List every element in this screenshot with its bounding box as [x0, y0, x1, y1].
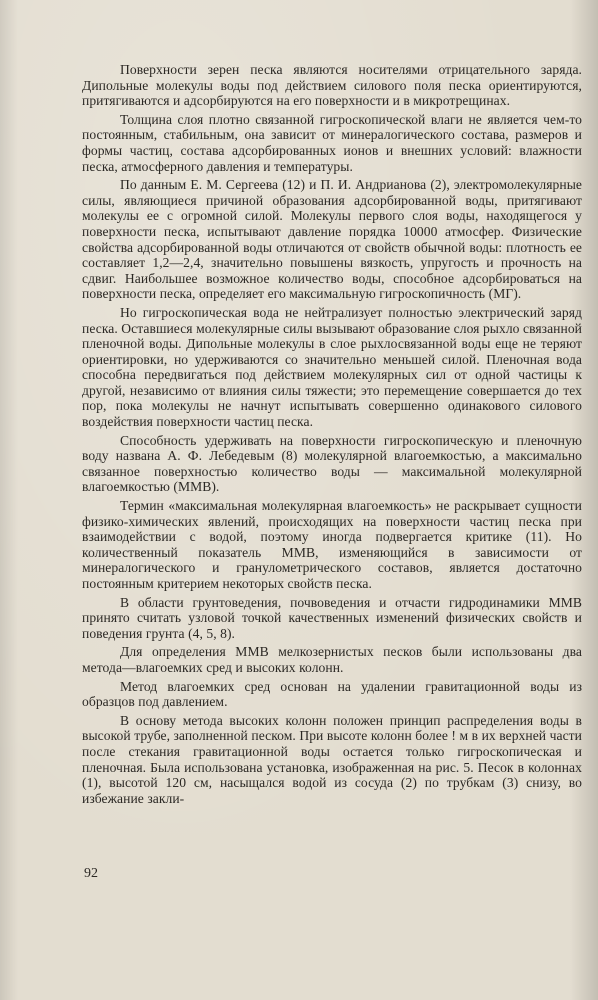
paragraph-8: Для определения ММВ мелкозернистых песков были использованы два метода—влагоемких сред и высоких колонн.: [82, 644, 582, 675]
paragraph-5: Способность удерживать на поверхности гигроскопическую и пленочную воду названа А. Ф. Лебедевым (8) молекулярной влагоемкостью, а максимально связанное поверхностью количество воды — максимальной молекулярной влагоемкостью (ММВ).: [82, 432, 582, 495]
paragraph-4: Но гигроскопическая вода не нейтрализует полностью электрический заряд песка. Оставшиеся молекулярные силы вызывают образование слоя рыхло связанной пленочной воды. Дипольные молекулы в слое рыхлосвязанной воды еще не теряют ориентировки, но удерживаются со значительно меньшей силой. Пленочная вода способна передвигаться под действием молекулярных сил от одной частицы к другой, независимо от влияния силы тяжести; это перемещение совершается до тех пор, пока молекулы не начнут испытывать совершенно одинакового силового воздействия поверхности частиц песка.: [82, 304, 582, 430]
body-text: [82, 62, 582, 809]
paragraph-7: В области грунтоведения, почвоведения и отчасти гидродинамики ММВ принято считать узловой точкой качественных изменений физических свойств и поведения грунта (4, 5, 8).: [82, 594, 582, 641]
paragraph-9: Метод влагоемких сред основан на удалении гравитационной воды из образцов под давлением.: [82, 678, 582, 710]
paragraph-2: Толщина слоя плотно связанной гигроскопической влаги не является чем-то постоянным, стабильным, она зависит от минералогического состава, размеров и формы частиц, состава адсорбированных ионов и внешних условий: влажности песка, атмосферного давления и температуры.: [82, 111, 582, 174]
paragraph-10: В основу метода высоких колонн положен принцип распределения воды в высокой трубе, заполненной песком. При высоте колонн более ! м в их верхней части после стекания гравитационной воды остается только гигроскопическая и пленочная. Была использована установка, изображенная на рис. 5. Песок в колоннах (1), высотой 120 см, насыщался водой из сосуда (2) по трубкам (3) снизу, во избежание закли-: [82, 712, 582, 806]
paragraph-3: По данным Е. М. Сергеева (12) и П. И. Андрианова (2), электромолекулярные силы, являющиеся причиной образования адсорбированной воды, притягивают молекулы ее с огромной силой. Молекулы первого слоя воды, находящегося у поверхности песка, испытывают давление порядка 10000 атмосфер. Физические свойства адсорбированной воды отличаются от свойств обычной воды: плотность ее составляет 1,2—2,4, значительно повышены вязкость, упругость и прочность на сдвиг. Наибольшее возможное количество воды, способное адсорбироваться на поверхности песка, определяет его максимальную гигроскопичность (МГ).: [82, 177, 582, 302]
paragraph-6: Термин «максимальная молекулярная влагоемкость» не раскрывает сущности физико-химических явлений, происходящих на поверхности частиц песка при взаимодействии с водой, поэтому иногда подвергается критике (11). Но количественный показатель ММВ, изменяющийся в зависимости от минералогического и гранулометрического составов, является достаточно постоянным критерием некоторых свойств песка.: [82, 498, 582, 591]
page-number: 92: [84, 866, 98, 881]
paragraph-1: Поверхности зерен песка являются носителями отрицательного заряда. Дипольные молекулы воды под действием силового поля песка ориентируются, притягиваются и адсорбируются на его поверхности и в микротрещинах.: [82, 62, 582, 109]
